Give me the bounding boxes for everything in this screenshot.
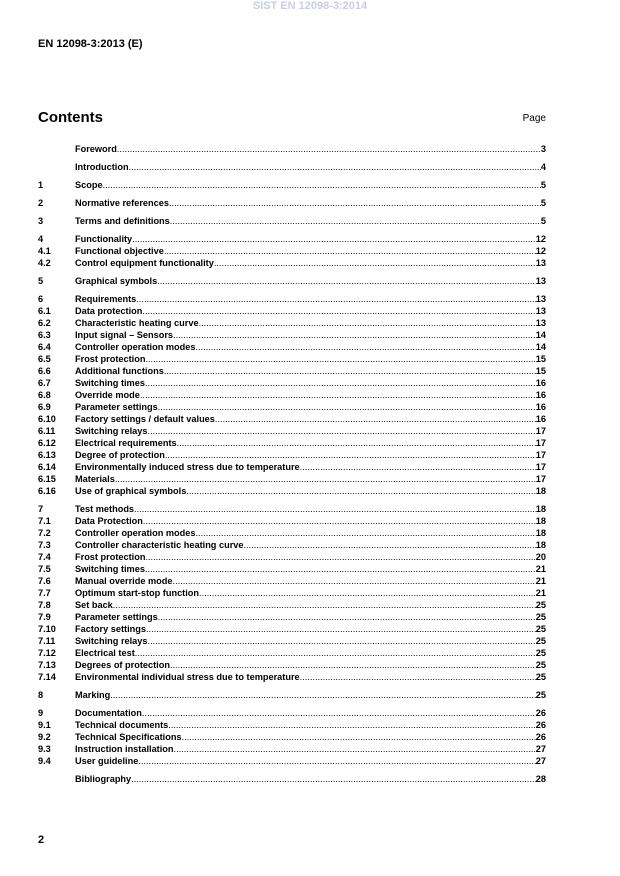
toc-section-number: 6.5	[38, 354, 51, 364]
toc-entry[interactable]	[38, 671, 546, 683]
toc-section-title: Set back	[75, 600, 113, 610]
toc-page-number: 12	[535, 234, 546, 244]
toc-entry[interactable]	[38, 233, 546, 245]
toc-section-title: Additional functions	[75, 366, 164, 376]
toc-section-title: Electrical requirements	[75, 438, 177, 448]
toc-page-number: 18	[535, 486, 546, 496]
toc-page-number: 21	[535, 576, 546, 586]
toc-section-number: 6.3	[38, 330, 51, 340]
toc-page-number: 18	[535, 516, 546, 526]
toc-page-number: 25	[535, 624, 546, 634]
toc-section-number: 6.8	[38, 390, 51, 400]
toc-page-number: 25	[535, 600, 546, 610]
toc-section-title: Input signal – Sensors	[75, 330, 174, 340]
toc-section-title: Functionality	[75, 234, 133, 244]
toc-section-title: Requirements	[75, 294, 137, 304]
toc-entry[interactable]	[38, 179, 546, 191]
toc-section-number: 6.16	[38, 486, 56, 496]
toc-leader-dots	[215, 413, 536, 425]
toc-leader-dots	[117, 143, 541, 155]
toc-section-number: 7.12	[38, 648, 56, 658]
toc-page-number: 28	[535, 774, 546, 784]
page-column-label: Page	[522, 113, 546, 124]
toc-section-title: Data Protection	[75, 516, 143, 526]
toc-section-number: 6.12	[38, 438, 56, 448]
toc-entry[interactable]	[38, 689, 546, 701]
toc-page-number: 13	[535, 258, 546, 268]
toc-entry[interactable]	[38, 341, 546, 353]
contents-title: Contents	[38, 109, 103, 126]
toc-section-number: 6.1	[38, 306, 51, 316]
toc-page-number: 5	[540, 180, 546, 190]
toc-section-number: 7.13	[38, 660, 56, 670]
toc-section-number: 7	[38, 504, 44, 514]
toc-page-number: 18	[535, 540, 546, 550]
toc-page-number: 25	[535, 648, 546, 658]
toc-section-title: Parameter settings	[75, 402, 158, 412]
toc-section-number: 7.9	[38, 612, 51, 622]
toc-page-number: 18	[535, 504, 546, 514]
toc-section-title: Degree of protection	[75, 450, 165, 460]
toc-leader-dots	[146, 623, 536, 635]
toc-section-number: 7.10	[38, 624, 56, 634]
toc-entry[interactable]	[38, 161, 546, 173]
toc-entry[interactable]	[38, 353, 546, 365]
toc-section-number: 7.1	[38, 516, 51, 526]
document-id: EN 12098-3:2013 (E)	[38, 38, 143, 50]
toc-section-title: Controller characteristic heating curve	[75, 540, 244, 550]
toc-leader-dots	[244, 539, 536, 551]
toc-section-title: Factory settings / default values	[75, 414, 215, 424]
toc-section-title: Functional objective	[75, 246, 164, 256]
toc-page-number: 16	[535, 378, 546, 388]
toc-entry[interactable]	[38, 389, 546, 401]
toc-section-title: Degrees of protection	[75, 660, 170, 670]
toc-entry[interactable]	[38, 275, 546, 287]
toc-leader-dots	[173, 575, 536, 587]
toc-page-number: 14	[535, 342, 546, 352]
toc-page-number: 13	[535, 294, 546, 304]
toc-entry[interactable]	[38, 485, 546, 497]
toc-leader-dots	[170, 659, 536, 671]
toc-entry[interactable]	[38, 515, 546, 527]
toc-page-number: 25	[535, 672, 546, 682]
toc-section-title: Instruction installation	[75, 744, 174, 754]
toc-section-number: 6.14	[38, 462, 56, 472]
toc-leader-dots	[186, 485, 535, 497]
toc-leader-dots	[164, 245, 536, 257]
toc-entry[interactable]	[38, 575, 546, 587]
toc-leader-dots	[129, 161, 541, 173]
toc-entry[interactable]	[38, 707, 546, 719]
toc-section-number: 8	[38, 690, 44, 700]
toc-leader-dots	[110, 689, 536, 701]
toc-page-number: 25	[535, 636, 546, 646]
toc-section-number: 7.7	[38, 588, 51, 598]
toc-leader-dots	[300, 461, 536, 473]
toc-leader-dots	[136, 293, 535, 305]
toc-leader-dots	[131, 773, 536, 785]
toc-section-title: Frost protection	[75, 552, 146, 562]
toc-section-number: 7.11	[38, 636, 56, 646]
toc-section-number: 7.3	[38, 540, 51, 550]
toc-section-title: Terms and definitions	[75, 216, 170, 226]
toc-section-title: Switching times	[75, 378, 145, 388]
toc-entry[interactable]	[38, 305, 546, 317]
toc-section-title: Foreword	[75, 144, 117, 154]
toc-section-title: Use of graphical symbols	[75, 486, 187, 496]
toc-leader-dots	[214, 257, 536, 269]
toc-section-number: 6.15	[38, 474, 56, 484]
toc-leader-dots	[115, 473, 536, 485]
toc-entry[interactable]	[38, 647, 546, 659]
toc-entry[interactable]	[38, 623, 546, 635]
toc-page-number: 13	[535, 306, 546, 316]
toc-section-number: 4	[38, 234, 44, 244]
toc-page-number: 25	[535, 690, 546, 700]
toc-section-number: 6.9	[38, 402, 51, 412]
toc-leader-dots	[168, 719, 536, 731]
toc-entry[interactable]	[38, 587, 546, 599]
toc-section-number: 2	[38, 198, 44, 208]
toc-entry[interactable]	[38, 377, 546, 389]
toc-leader-dots	[148, 635, 536, 647]
toc-page-number: 27	[535, 756, 546, 766]
toc-section-number: 9.4	[38, 756, 51, 766]
toc-page-number: 5	[540, 216, 546, 226]
toc-page-number: 16	[535, 390, 546, 400]
toc-page-number: 17	[535, 450, 546, 460]
toc-leader-dots	[103, 179, 541, 191]
toc-section-number: 6.13	[38, 450, 56, 460]
toc-section-title: Marking	[75, 690, 111, 700]
toc-entry[interactable]	[38, 413, 546, 425]
toc-entry[interactable]	[38, 503, 546, 515]
toc-section-title: Controller operation modes	[75, 342, 196, 352]
toc-section-title: Controller operation modes	[75, 528, 196, 538]
toc-section-title: Control equipment functionality	[75, 258, 214, 268]
toc-entry[interactable]	[38, 329, 546, 341]
toc-entry[interactable]	[38, 197, 546, 209]
toc-section-number: 9.3	[38, 744, 51, 754]
toc-section-number: 4.2	[38, 258, 51, 268]
toc-leader-dots	[145, 563, 536, 575]
toc-page-number: 27	[535, 744, 546, 754]
toc-page-number: 16	[535, 402, 546, 412]
toc-page-number: 18	[535, 528, 546, 538]
toc-entry[interactable]	[38, 245, 546, 257]
toc-section-title: Technical documents	[75, 720, 169, 730]
toc-section-number: 7.2	[38, 528, 51, 538]
toc-page-number: 26	[535, 708, 546, 718]
toc-page-number: 4	[540, 162, 546, 172]
toc-section-number: 6.2	[38, 318, 51, 328]
toc-entry[interactable]	[38, 143, 546, 155]
toc-section-number: 6.10	[38, 414, 56, 424]
toc-section-title: Bibliography	[75, 774, 132, 784]
toc-page-number: 25	[535, 660, 546, 670]
toc-leader-dots	[164, 365, 536, 377]
toc-section-title: Environmentally induced stress due to temperature	[75, 462, 300, 472]
toc-page-number: 5	[540, 198, 546, 208]
toc-entry[interactable]	[38, 743, 546, 755]
toc-leader-dots	[170, 215, 541, 227]
toc-section-title: Switching times	[75, 564, 145, 574]
toc-leader-dots	[195, 527, 535, 539]
toc-leader-dots	[173, 329, 536, 341]
toc-section-title: Data protection	[75, 306, 143, 316]
toc-section-title: Graphical symbols	[75, 276, 158, 286]
toc-entry[interactable]	[38, 425, 546, 437]
toc-leader-dots	[134, 503, 536, 515]
toc-leader-dots	[195, 341, 535, 353]
page-number: 2	[38, 834, 45, 846]
toc-entry[interactable]	[38, 551, 546, 563]
toc-section-title: Introduction	[75, 162, 129, 172]
toc-entry[interactable]	[38, 527, 546, 539]
table-of-contents	[38, 143, 546, 785]
toc-section-number: 6	[38, 294, 44, 304]
toc-leader-dots	[199, 587, 536, 599]
toc-page-number: 17	[535, 426, 546, 436]
toc-section-number: 6.6	[38, 366, 51, 376]
toc-entry[interactable]	[38, 365, 546, 377]
toc-leader-dots	[143, 515, 536, 527]
toc-section-title: Override mode	[75, 390, 140, 400]
toc-leader-dots	[148, 425, 536, 437]
toc-page-number: 17	[535, 474, 546, 484]
toc-page-number: 20	[535, 552, 546, 562]
toc-section-number: 7.8	[38, 600, 51, 610]
toc-leader-dots	[113, 599, 536, 611]
toc-entry[interactable]	[38, 599, 546, 611]
toc-page-number: 26	[535, 720, 546, 730]
toc-page-number: 17	[535, 438, 546, 448]
toc-section-number: 9.2	[38, 732, 51, 742]
toc-leader-dots	[174, 743, 536, 755]
toc-page-number: 14	[535, 330, 546, 340]
toc-section-title: Optimum start-stop function	[75, 588, 200, 598]
toc-section-title: Factory settings	[75, 624, 146, 634]
toc-section-title: Test methods	[75, 504, 135, 514]
toc-page-number: 25	[535, 612, 546, 622]
toc-section-number: 7.4	[38, 552, 51, 562]
toc-section-number: 7.5	[38, 564, 51, 574]
toc-section-title: Electrical test	[75, 648, 135, 658]
toc-section-number: 6.11	[38, 426, 56, 436]
toc-entry[interactable]	[38, 731, 546, 743]
toc-entry[interactable]	[38, 257, 546, 269]
toc-entry[interactable]	[38, 611, 546, 623]
toc-page-number: 3	[540, 144, 546, 154]
toc-section-number: 5	[38, 276, 44, 286]
toc-section-number: 1	[38, 180, 44, 190]
toc-leader-dots	[199, 317, 536, 329]
toc-section-number: 6.4	[38, 342, 51, 352]
toc-section-title: Documentation	[75, 708, 142, 718]
toc-entry[interactable]	[38, 449, 546, 461]
toc-section-number: 9.1	[38, 720, 51, 730]
toc-section-number: 7.6	[38, 576, 51, 586]
toc-entry[interactable]	[38, 755, 546, 767]
toc-page-number: 15	[535, 354, 546, 364]
toc-page-number: 16	[535, 414, 546, 424]
toc-page-number: 21	[535, 588, 546, 598]
toc-section-title: Normative references	[75, 198, 169, 208]
toc-entry[interactable]	[38, 473, 546, 485]
toc-section-number: 9	[38, 708, 44, 718]
toc-leader-dots	[142, 305, 535, 317]
toc-entry[interactable]	[38, 719, 546, 731]
toc-section-title: Technical Specifications	[75, 732, 182, 742]
toc-leader-dots	[140, 389, 536, 401]
toc-leader-dots	[145, 377, 536, 389]
toc-entry[interactable]	[38, 401, 546, 413]
toc-leader-dots	[132, 233, 536, 245]
toc-section-title: Characteristic heating curve	[75, 318, 199, 328]
toc-section-title: User guideline	[75, 756, 139, 766]
toc-section-number: 3	[38, 216, 44, 226]
toc-page-number: 12	[535, 246, 546, 256]
toc-section-title: Manual override mode	[75, 576, 173, 586]
toc-entry[interactable]	[38, 539, 546, 551]
toc-leader-dots	[182, 731, 536, 743]
toc-entry[interactable]	[38, 215, 546, 227]
toc-leader-dots	[142, 707, 536, 719]
toc-entry[interactable]	[38, 317, 546, 329]
toc-leader-dots	[169, 197, 541, 209]
toc-leader-dots	[300, 671, 536, 683]
toc-page-number: 13	[535, 276, 546, 286]
toc-section-number: 4.1	[38, 246, 51, 256]
watermark: SIST EN 12098-3:2014	[252, 0, 368, 12]
toc-section-number: 6.7	[38, 378, 51, 388]
toc-entry[interactable]	[38, 437, 546, 449]
toc-leader-dots	[158, 401, 536, 413]
toc-page-number: 15	[535, 366, 546, 376]
toc-section-title: Frost protection	[75, 354, 146, 364]
toc-leader-dots	[177, 437, 536, 449]
toc-leader-dots	[135, 647, 536, 659]
toc-entry[interactable]	[38, 563, 546, 575]
toc-leader-dots	[145, 353, 535, 365]
toc-section-title: Environmental individual stress due to temperature	[75, 672, 300, 682]
toc-entry[interactable]	[38, 461, 546, 473]
toc-page-number: 21	[535, 564, 546, 574]
toc-section-title: Switching relays	[75, 426, 148, 436]
toc-entry[interactable]	[38, 293, 546, 305]
toc-section-number: 7.14	[38, 672, 56, 682]
toc-entry[interactable]	[38, 659, 546, 671]
toc-entry[interactable]	[38, 635, 546, 647]
toc-leader-dots	[158, 611, 536, 623]
toc-page-number: 13	[535, 318, 546, 328]
toc-entry[interactable]	[38, 773, 546, 785]
toc-page-number: 26	[535, 732, 546, 742]
toc-section-title: Materials	[75, 474, 115, 484]
toc-section-title: Parameter settings	[75, 612, 158, 622]
toc-section-title: Switching relays	[75, 636, 148, 646]
toc-leader-dots	[165, 449, 536, 461]
toc-leader-dots	[138, 755, 535, 767]
toc-section-title: Scope	[75, 180, 103, 190]
toc-page-number: 17	[535, 462, 546, 472]
toc-leader-dots	[157, 275, 536, 287]
toc-leader-dots	[145, 551, 535, 563]
